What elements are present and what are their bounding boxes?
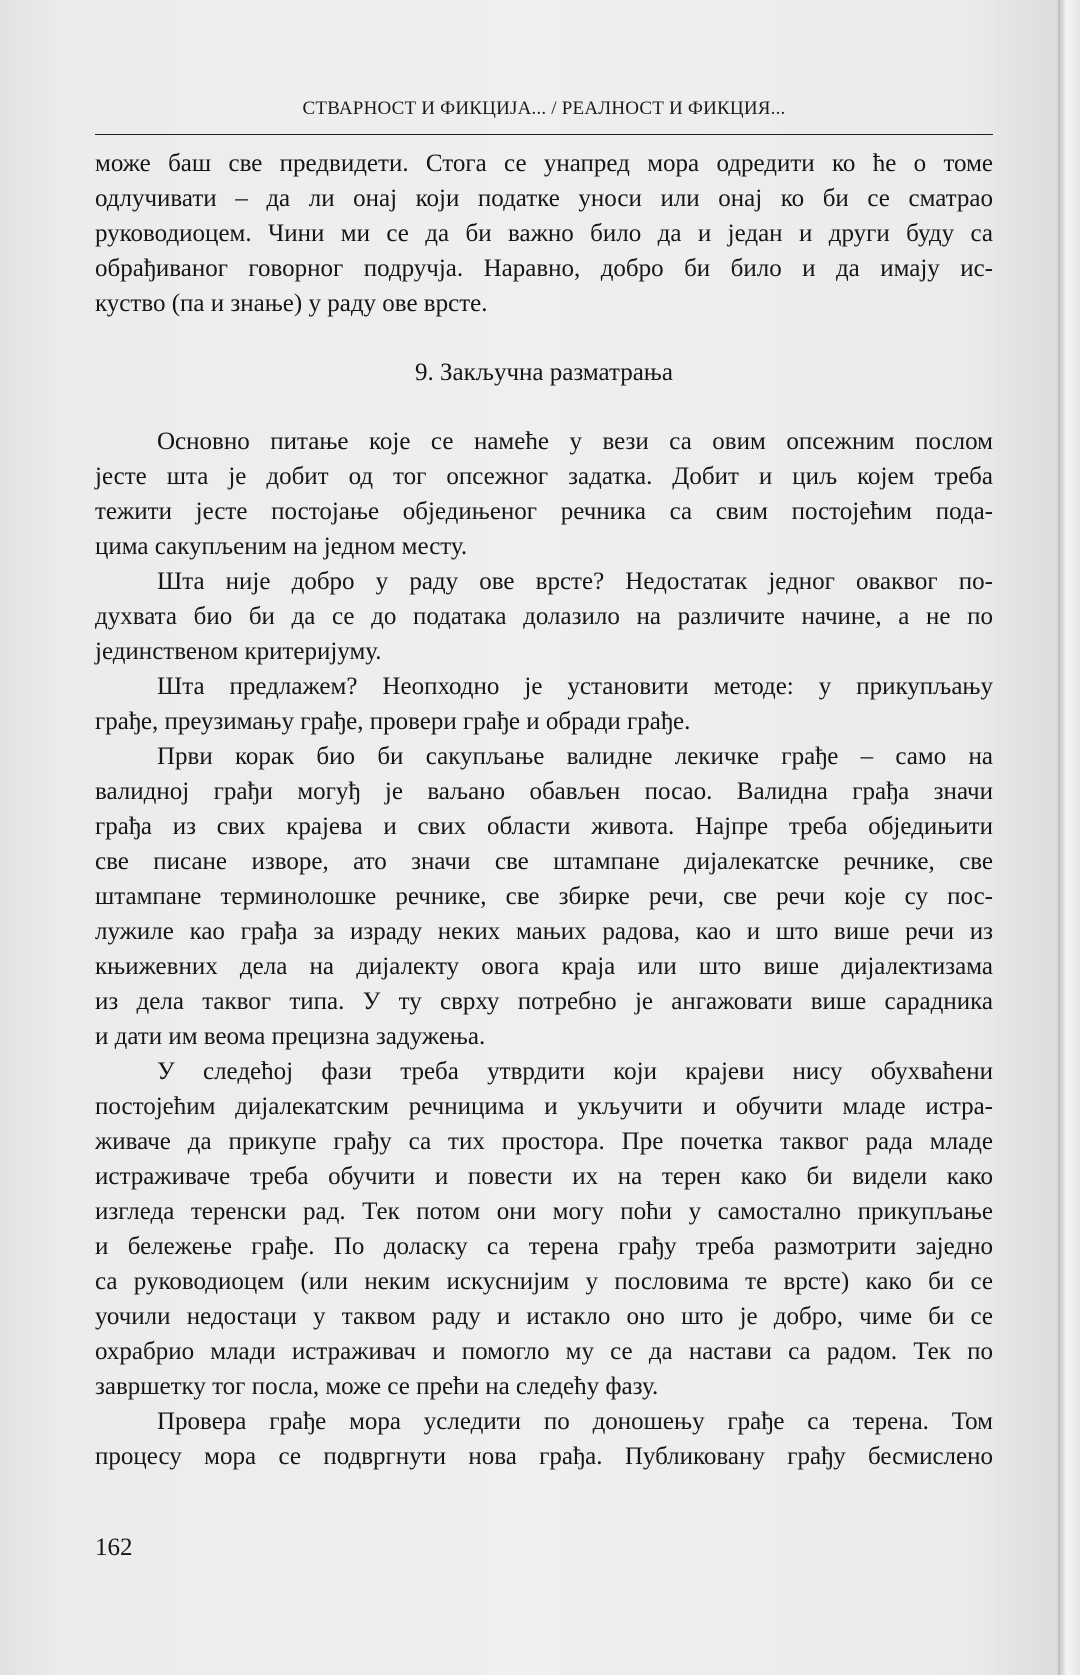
text-line: Провера грађе мора уследити по доношењу грађе са терена. Том bbox=[157, 1408, 993, 1435]
paragraph bbox=[95, 669, 993, 739]
text-line: охрабрио млади истраживач и помогло му се да настави са радом. Тек по bbox=[95, 1338, 993, 1365]
text-line: и бележење грађе. По доласку са терена грађу треба размотрити заједно bbox=[95, 1233, 993, 1260]
text-line: валидној грађи могуђ је ваљано обављен посао. Валидна грађа значи bbox=[95, 778, 993, 805]
body-text bbox=[95, 146, 993, 1474]
text-line: јесте шта је добит од тог опсежног задатка. Добит и циљ којем треба bbox=[95, 463, 993, 490]
text-line: може баш све предвидети. Стога се унапред мора одредити ко ће о томе bbox=[95, 150, 993, 177]
text-line: руководиоцем. Чини ми се да би важно било да и један и други буду са bbox=[95, 220, 993, 247]
text-line: из дела таквог типа. У ту сврху потребно је ангажовати више сарадника bbox=[95, 988, 993, 1015]
text-line: грађа из свих крајева и свих области живота. Најпре треба обједињити bbox=[95, 813, 993, 840]
header-divider bbox=[95, 134, 993, 135]
paragraph bbox=[95, 1054, 993, 1404]
text-line: лужиле као грађа за израду неких мањих радова, као и што више речи из bbox=[95, 918, 993, 945]
text-line: процесу мора се подвргнути нова грађа. Публиковану грађу бесмислено bbox=[95, 1443, 993, 1470]
text-line: све писане изворе, ато значи све штампане дијалекатске речнике, све bbox=[95, 848, 993, 875]
book-page-edge bbox=[1058, 0, 1080, 1675]
paragraph bbox=[95, 739, 993, 1054]
text-line: цима сакупљеним на једном месту. bbox=[95, 533, 468, 560]
paragraph bbox=[95, 424, 993, 564]
text-line: књижевних дела на дијалекту овога краја или што више дијалектизама bbox=[95, 953, 993, 980]
text-line: обрађиваног говорног подручја. Наравно, добро би било и да имају ис- bbox=[95, 255, 993, 282]
text-line: куство (па и знање) у раду ове врсте. bbox=[95, 290, 488, 317]
text-line: истраживаче треба обучити и повести их на терен како би видели како bbox=[95, 1163, 993, 1190]
text-line: завршетку тог посла, може се прећи на следећу фазу. bbox=[95, 1373, 659, 1400]
page-number: 162 bbox=[95, 1534, 133, 1561]
text-line: грађе, преузимању грађе, провери грађе и обради грађе. bbox=[95, 708, 691, 735]
text-line: Први корак био би сакупљање валидне лекичке грађе – само на bbox=[157, 743, 993, 770]
section-heading: 9. Закључна разматрања bbox=[415, 359, 673, 386]
text-line: Шта није добро у раду ове врсте? Недостатак једног оваквог по- bbox=[157, 568, 993, 595]
text-line: изгледа теренски рад. Тек потом они могу поћи у самостално прикупљање bbox=[95, 1198, 993, 1225]
text-line: живаче да прикупе грађу са тих простора. Пре почетка таквог рада младе bbox=[95, 1128, 993, 1155]
text-line: одлучивати – да ли онај који податке уноси или онај ко би се сматрао bbox=[95, 185, 993, 212]
text-line: Основно питање које се намеће у вези са овим опсежним послом bbox=[157, 428, 993, 455]
paragraph bbox=[95, 146, 993, 321]
text-line: са руководиоцем (или неким искуснијим у пословима те врсте) како би се bbox=[95, 1268, 993, 1295]
paragraph bbox=[95, 1404, 993, 1474]
text-line: тежити јесте постојање обједињеног речника са свим постојећим пода- bbox=[95, 498, 993, 525]
text-line: Шта предлажем? Неопходно је установити методе: у прикупљању bbox=[157, 673, 993, 700]
text-line: јединственом критеријуму. bbox=[95, 638, 382, 665]
text-line: штампане терминолошке речнике, све збирке речи, све речи које су пос- bbox=[95, 883, 993, 910]
paragraph bbox=[95, 564, 993, 669]
text-line: уочили недостаци у таквом раду и истакло оно што је добро, чиме би се bbox=[95, 1303, 993, 1330]
text-line: постојећим дијалекатским речницима и укључити и обучити младе истра- bbox=[95, 1093, 993, 1120]
text-line: и дати им веома прецизна задужења. bbox=[95, 1023, 486, 1050]
text-line: духвата био би да се до података долазило на различите начине, а не по bbox=[95, 603, 993, 630]
running-header: СТВАРНОСТ И ФИКЦИЈА... / РЕАЛНОСТ И ФИКЦИЯ... bbox=[302, 98, 786, 119]
text-line: У следећој фази треба утврдити који крајеви нису обухваћени bbox=[157, 1058, 993, 1085]
